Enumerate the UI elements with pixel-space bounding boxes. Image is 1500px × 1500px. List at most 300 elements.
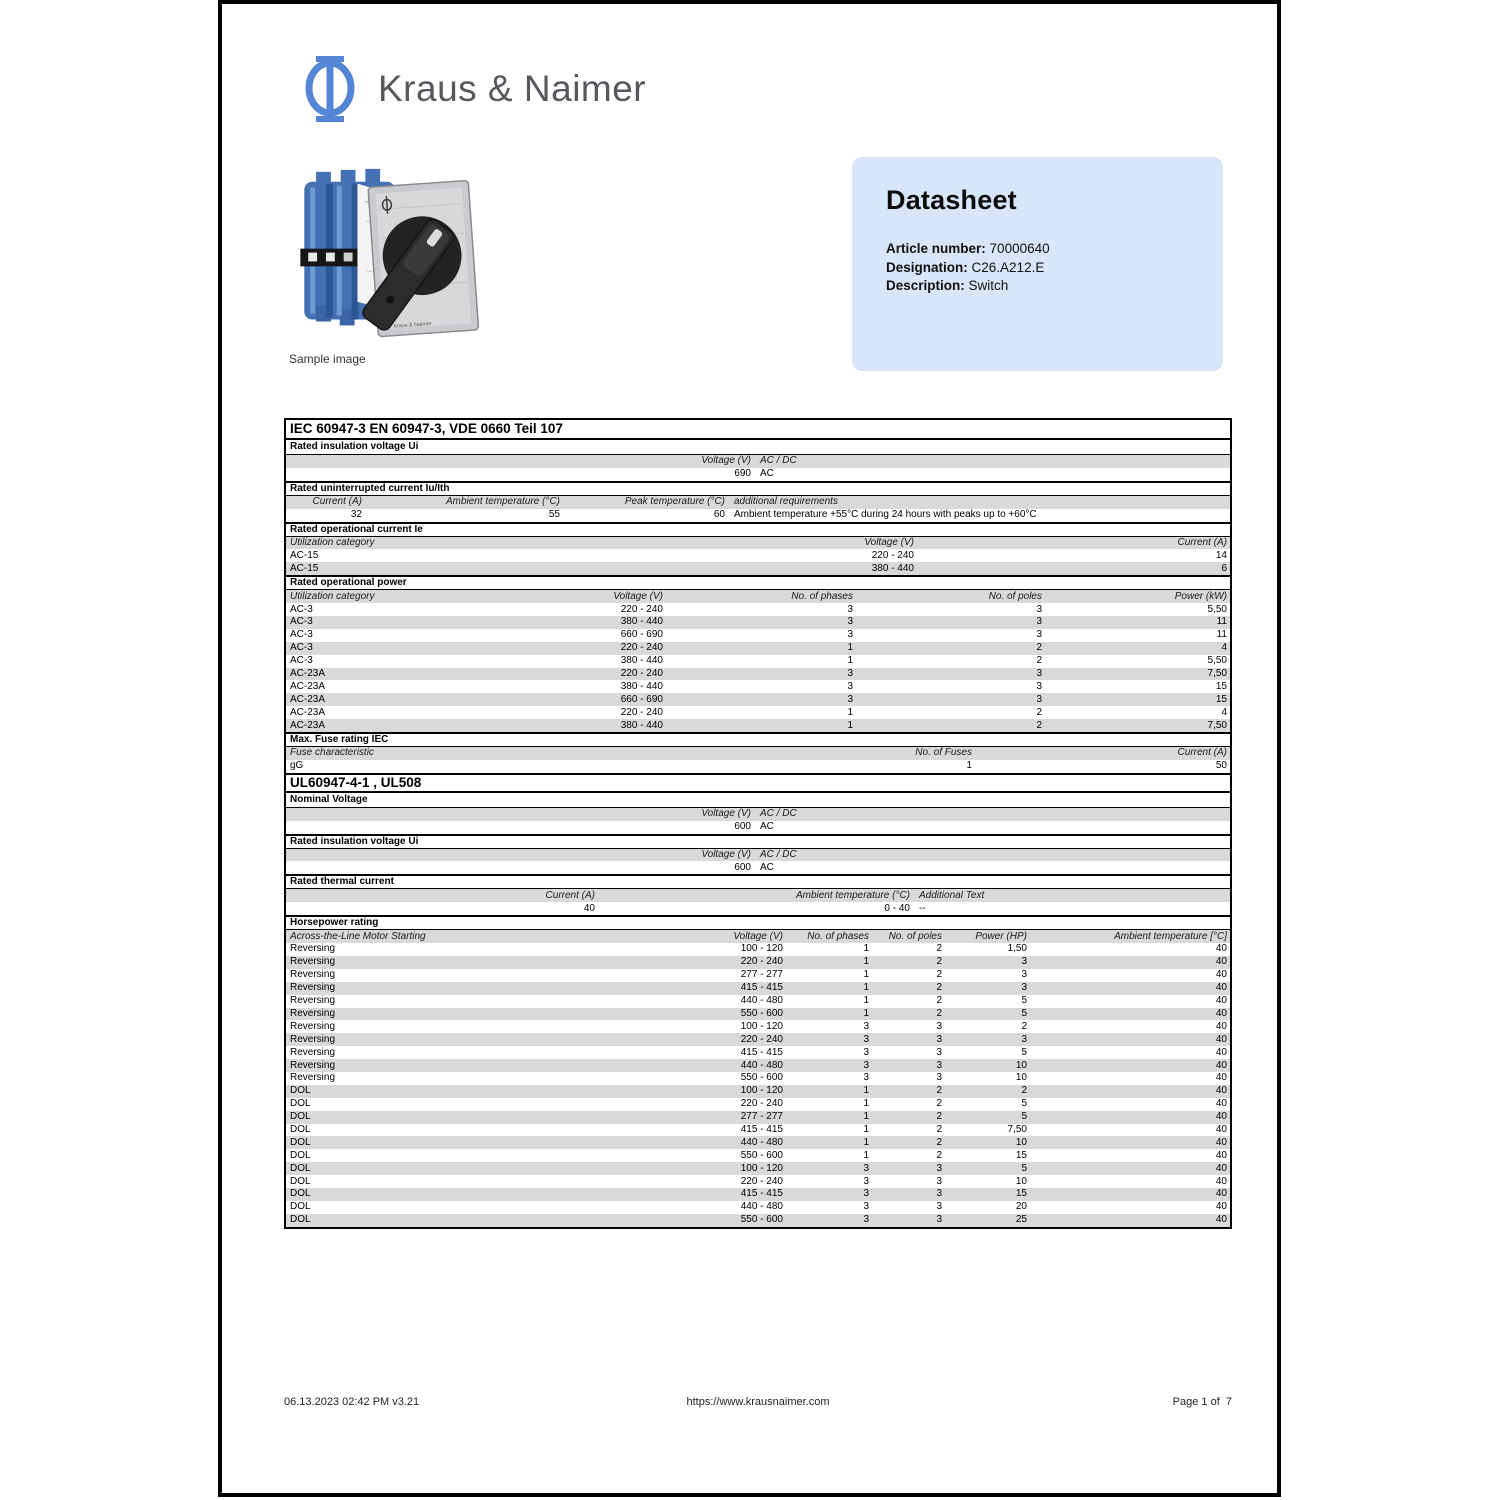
footer-page-number: Page 1 of 7	[1172, 1396, 1232, 1408]
table-data-row	[286, 509, 1230, 522]
cell: 3	[863, 1214, 869, 1226]
cell: 3	[847, 668, 853, 680]
cell: 1	[966, 760, 972, 772]
cell: 10	[1015, 1136, 1027, 1148]
cell: 415 - 415	[740, 1123, 783, 1135]
cell: DOL	[290, 1136, 311, 1148]
cell: 3	[1036, 629, 1042, 641]
table-subsection-title: Rated operational current Ie	[286, 522, 1230, 537]
cell: 5	[1021, 1046, 1027, 1058]
table-data-row	[286, 861, 1230, 874]
cell: 550 - 600	[740, 1007, 783, 1019]
cell: DOL	[290, 1085, 311, 1097]
cell: 3	[1021, 969, 1027, 981]
table-data-row	[286, 603, 1230, 616]
cell: 50	[1215, 760, 1227, 772]
cell: 3	[863, 1033, 869, 1045]
phi-icon	[302, 54, 358, 124]
table-data-row	[286, 982, 1230, 995]
cell: 380 - 440	[620, 680, 663, 692]
cell: 600	[734, 861, 751, 873]
cell: Ambient temperature (°C)	[795, 889, 910, 901]
footer-timestamp: 06.13.2023 02:42 PM v3.21	[284, 1396, 420, 1408]
cell: 10	[1015, 1175, 1027, 1187]
cell: 1	[863, 943, 869, 955]
cell: 40	[1215, 1033, 1227, 1045]
cell: 100 - 120	[740, 1085, 783, 1097]
cell: 40	[1215, 982, 1227, 994]
cell: 2	[1036, 655, 1042, 667]
cell: 2	[1036, 706, 1042, 718]
cell: 3	[863, 1059, 869, 1071]
cell: 3	[936, 1033, 942, 1045]
cell: 1	[863, 995, 869, 1007]
cell: No. of phases	[807, 930, 869, 942]
datasheet-fields	[886, 240, 1189, 296]
cell: 380 - 440	[871, 562, 914, 574]
cell: Power (kW)	[1174, 590, 1227, 602]
cell: AC / DC	[760, 849, 797, 861]
cell: 5,50	[1207, 655, 1227, 667]
cell: 15	[1015, 1149, 1027, 1161]
cell: Reversing	[290, 943, 336, 955]
cell: 220 - 240	[620, 642, 663, 654]
table-column-header-row	[286, 930, 1230, 943]
table-data-row	[286, 562, 1230, 575]
datasheet-card	[852, 157, 1223, 371]
cell: AC-3	[290, 629, 313, 641]
table-subsection-title: Rated uninterrupted current Iu/Ith	[286, 481, 1230, 496]
cell: 100 - 120	[740, 1162, 783, 1174]
cell: Reversing	[290, 982, 336, 994]
cell: 5	[1021, 1007, 1027, 1019]
cell: Reversing	[290, 1033, 336, 1045]
sample-image-label: Sample image	[289, 352, 366, 366]
cell: 220 - 240	[620, 706, 663, 718]
cell: Current (A)	[1177, 537, 1227, 548]
cell: Across-the-Line Motor Starting	[290, 930, 426, 942]
cell: 4	[1221, 642, 1227, 654]
table-data-row	[286, 1188, 1230, 1201]
table-column-header-row	[286, 849, 1230, 862]
cell: 3	[863, 1072, 869, 1084]
cell: 3	[863, 1162, 869, 1174]
cell: 1	[847, 706, 853, 718]
cell: Voltage (V)	[701, 808, 751, 820]
cell: 2	[936, 995, 942, 1007]
cell: 40	[1215, 1085, 1227, 1097]
cell: Reversing	[290, 969, 336, 981]
cell: 1	[863, 1085, 869, 1097]
spec-table	[284, 418, 1232, 1229]
table-subsection-title: Max. Fuse rating IEC	[286, 732, 1230, 747]
cell: Voltage (V)	[864, 537, 914, 548]
cell: 1	[863, 1149, 869, 1161]
table-data-row	[286, 1175, 1230, 1188]
cell: AC-23A	[290, 719, 326, 731]
table-data-row	[286, 1124, 1230, 1137]
cell: AC-3	[290, 655, 313, 667]
cell: 10	[1015, 1059, 1027, 1071]
table-data-row	[286, 1149, 1230, 1162]
cell: 3	[847, 629, 853, 641]
cell: Reversing	[290, 956, 336, 968]
cell: 40	[1215, 1188, 1227, 1200]
table-data-row	[286, 902, 1230, 915]
cell: 3	[936, 1059, 942, 1071]
table-data-row	[286, 1033, 1230, 1046]
cell: 220 - 240	[871, 549, 914, 561]
cell: 0 - 40	[884, 902, 910, 914]
cell: 220 - 240	[740, 1175, 783, 1187]
cell: 550 - 600	[740, 1072, 783, 1084]
table-subsection-title: Rated thermal current	[286, 874, 1230, 889]
cell: 2	[936, 982, 942, 994]
cell: AC-23A	[290, 680, 326, 692]
cell: Reversing	[290, 995, 336, 1007]
cell: 55	[548, 509, 560, 521]
cell: Power (HP)	[975, 930, 1027, 942]
cell: Fuse characteristic	[290, 747, 374, 759]
cell: No. of poles	[988, 590, 1042, 602]
cell: AC	[760, 821, 774, 833]
cell: 10	[1015, 1072, 1027, 1084]
cell: 40	[1215, 1123, 1227, 1135]
cell: 14	[1215, 549, 1227, 561]
cell: DOL	[290, 1098, 311, 1110]
cell: 7,50	[1207, 719, 1227, 731]
table-data-row	[286, 1020, 1230, 1033]
cell: DOL	[290, 1188, 311, 1200]
cell: 11	[1216, 616, 1227, 628]
cell: 5	[1021, 1162, 1027, 1174]
cell: 3	[847, 680, 853, 692]
cell: Voltage (V)	[701, 849, 751, 861]
cell: Additional Text	[919, 889, 985, 901]
cell: 660 - 690	[620, 629, 663, 641]
cell: 5	[1021, 1111, 1027, 1123]
table-subsection-title: Rated operational power	[286, 575, 1230, 590]
cell: 660 - 690	[620, 693, 663, 705]
cell: 277 - 277	[740, 1111, 783, 1123]
cell: 40	[1215, 1162, 1227, 1174]
field-designation: Designation: C26.A212.E	[886, 259, 1045, 275]
cell: 3	[936, 1214, 942, 1226]
cell: 3	[1036, 693, 1042, 705]
table-data-row	[286, 1111, 1230, 1124]
cell: 3	[936, 1020, 942, 1032]
cell: 5	[1021, 1098, 1027, 1110]
cell: DOL	[290, 1214, 311, 1226]
table-column-header-row	[286, 747, 1230, 760]
cell: 3	[936, 1046, 942, 1058]
cell: 2	[1036, 642, 1042, 654]
cell: 440 - 480	[740, 1136, 783, 1148]
cell: 440 - 480	[740, 1059, 783, 1071]
table-data-row	[286, 943, 1230, 956]
cell: AC-23A	[290, 668, 326, 680]
cell: AC	[760, 861, 774, 873]
cell: 3	[936, 1162, 942, 1174]
table-data-row	[286, 1201, 1230, 1214]
table-column-header-row	[286, 537, 1230, 550]
table-data-row	[286, 1162, 1230, 1175]
cell: AC-3	[290, 642, 313, 654]
cell: 40	[1215, 969, 1227, 981]
table-data-row	[286, 668, 1230, 681]
cell: Ambient temperature [°C]	[1114, 930, 1227, 942]
table-data-row	[286, 680, 1230, 693]
cell: 3	[1036, 603, 1042, 615]
cell: AC-23A	[290, 706, 326, 718]
table-data-row	[286, 1046, 1230, 1059]
table-data-row	[286, 760, 1230, 773]
cell: --	[919, 902, 926, 914]
page-footer	[284, 1396, 1232, 1408]
cell: Reversing	[290, 1059, 336, 1071]
cell: AC-15	[290, 549, 319, 561]
cell: Reversing	[290, 1046, 336, 1058]
field-article-number: Article number: 70000640	[886, 241, 1050, 256]
cell: 4	[1221, 706, 1227, 718]
table-data-row	[286, 1085, 1230, 1098]
cell: Reversing	[290, 1007, 336, 1019]
table-data-row	[286, 956, 1230, 969]
cell: 220 - 240	[740, 956, 783, 968]
cell: 40	[1215, 1149, 1227, 1161]
cell: 15	[1015, 1188, 1027, 1200]
table-column-header-row	[286, 455, 1230, 468]
table-data-row	[286, 549, 1230, 562]
table-column-header-row	[286, 889, 1230, 902]
cell: 550 - 600	[740, 1214, 783, 1226]
cell: 40	[1215, 1175, 1227, 1187]
cell: 1	[863, 1123, 869, 1135]
table-data-row	[286, 1214, 1230, 1227]
cell: No. of phases	[791, 590, 853, 602]
cell: 380 - 440	[620, 616, 663, 628]
cell: DOL	[290, 1123, 311, 1135]
cell: 380 - 440	[620, 719, 663, 731]
table-data-row	[286, 995, 1230, 1008]
brand-logo	[302, 54, 646, 124]
cell: 1	[863, 982, 869, 994]
cell: 2	[1021, 1085, 1027, 1097]
cell: 415 - 415	[740, 1046, 783, 1058]
cell: 3	[1021, 1033, 1027, 1045]
table-data-row	[286, 468, 1230, 481]
cell: 3	[936, 1072, 942, 1084]
cell: 220 - 240	[620, 603, 663, 615]
cell: 2	[936, 943, 942, 955]
cell: 3	[863, 1188, 869, 1200]
cell: 2	[936, 1136, 942, 1148]
product-image	[295, 162, 480, 354]
cell: 100 - 120	[740, 943, 783, 955]
cell: 40	[1215, 1046, 1227, 1058]
cell: AC-23A	[290, 693, 326, 705]
cell: 7,50	[1007, 1123, 1027, 1135]
cell: 3	[1036, 616, 1042, 628]
cell: 2	[936, 1111, 942, 1123]
table-data-row	[286, 1136, 1230, 1149]
cell: 550 - 600	[740, 1149, 783, 1161]
cell: 40	[1215, 1111, 1227, 1123]
cell: 220 - 240	[740, 1033, 783, 1045]
cell: 1	[863, 1111, 869, 1123]
cell: No. of Fuses	[915, 747, 972, 759]
cell: 2	[936, 1149, 942, 1161]
table-data-row	[286, 655, 1230, 668]
cell: AC	[760, 468, 774, 480]
cell: 40	[1215, 1072, 1227, 1084]
cell: 40	[1215, 1059, 1227, 1071]
cell: 1	[863, 1007, 869, 1019]
cell: 3	[1036, 668, 1042, 680]
cell: 15	[1215, 680, 1227, 692]
cell: 40	[1215, 956, 1227, 968]
cell: DOL	[290, 1149, 311, 1161]
cell: 1	[847, 719, 853, 731]
table-data-row	[286, 1008, 1230, 1021]
cell: DOL	[290, 1175, 311, 1187]
cell: DOL	[290, 1111, 311, 1123]
table-column-header-row	[286, 496, 1230, 509]
cell: 2	[936, 1007, 942, 1019]
table-data-row	[286, 1098, 1230, 1111]
cell: 5	[1021, 995, 1027, 1007]
cell: 32	[350, 509, 362, 521]
cell: 40	[583, 902, 595, 914]
cell: 2	[936, 1085, 942, 1097]
cell: DOL	[290, 1201, 311, 1213]
table-data-row	[286, 821, 1230, 834]
cell: 3	[863, 1020, 869, 1032]
cell: 1	[863, 956, 869, 968]
cell: Current (A)	[545, 889, 595, 901]
table-column-header-row	[286, 808, 1230, 821]
cell: gG	[290, 760, 304, 772]
table-section-header: IEC 60947-3 EN 60947-3, VDE 0660 Teil 107	[286, 420, 1230, 440]
cell: additional requirements	[734, 496, 838, 508]
cell: Ambient temperature +55°C during 24 hours with peaks up to +60°C	[734, 509, 1037, 521]
table-subsection-title: Rated insulation voltage Ui	[286, 440, 1230, 455]
cell: 20	[1015, 1201, 1027, 1213]
cell: Utilization category	[290, 537, 375, 548]
table-section-header: UL60947-4-1 , UL508	[286, 773, 1230, 793]
cell: 1	[847, 655, 853, 667]
cell: 220 - 240	[740, 1098, 783, 1110]
table-subsection-title: Rated insulation voltage Ui	[286, 834, 1230, 849]
cell: 15	[1215, 693, 1227, 705]
cell: 220 - 240	[620, 668, 663, 680]
cell: Ambient temperature (°C)	[445, 496, 560, 508]
footer-url[interactable]: https://www.krausnaimer.com	[686, 1396, 830, 1408]
cell: 100 - 120	[740, 1020, 783, 1032]
cell: Reversing	[290, 1020, 336, 1032]
cell: DOL	[290, 1162, 311, 1174]
cell: 3	[936, 1201, 942, 1213]
cell: 60	[713, 509, 725, 521]
cell: 3	[1036, 680, 1042, 692]
cell: 1	[847, 642, 853, 654]
cell: 40	[1215, 1098, 1227, 1110]
datasheet-page	[218, 0, 1281, 1497]
cell: 5,50	[1207, 603, 1227, 615]
cell: 3	[863, 1046, 869, 1058]
cell: 2	[936, 956, 942, 968]
table-data-row	[286, 616, 1230, 629]
table-column-header-row	[286, 590, 1230, 603]
cell: 3	[863, 1201, 869, 1213]
table-data-row	[286, 629, 1230, 642]
cell: AC-3	[290, 603, 313, 615]
datasheet-title: Datasheet	[886, 185, 1017, 215]
table-data-row	[286, 969, 1230, 982]
brand-name: Kraus & Naimer	[378, 68, 647, 109]
table-subsection-title: Nominal Voltage	[286, 793, 1230, 808]
cell: 3	[1021, 956, 1027, 968]
table-data-row	[286, 706, 1230, 719]
cell: 40	[1215, 1214, 1227, 1226]
cell: 3	[847, 693, 853, 705]
cell: AC-3	[290, 616, 313, 628]
cell: 2	[936, 1123, 942, 1135]
cell: 2	[936, 1098, 942, 1110]
cell: AC / DC	[760, 455, 797, 467]
cell: Voltage (V)	[613, 590, 663, 602]
cell: 3	[863, 1175, 869, 1187]
cell: Current (A)	[312, 496, 362, 508]
cell: 25	[1015, 1214, 1027, 1226]
table-data-row	[286, 1059, 1230, 1072]
cell: 3	[847, 616, 853, 628]
cell: 1	[863, 969, 869, 981]
cell: 11	[1216, 629, 1227, 641]
cell: 3	[936, 1175, 942, 1187]
cell: 40	[1215, 995, 1227, 1007]
cell: 380 - 440	[620, 655, 663, 667]
table-data-row	[286, 693, 1230, 706]
cell: 3	[936, 1188, 942, 1200]
cell: 40	[1215, 1136, 1227, 1148]
table-data-row	[286, 719, 1230, 732]
table-data-row	[286, 1072, 1230, 1085]
cell: Voltage (V)	[733, 930, 783, 942]
cell: 40	[1215, 1007, 1227, 1019]
cell: 6	[1221, 562, 1227, 574]
cell: 2	[1021, 1020, 1027, 1032]
cell: 440 - 480	[740, 1201, 783, 1213]
svg-text:Kraus & Naimer: Kraus & Naimer	[393, 321, 432, 330]
cell: Peak temperature (°C)	[624, 496, 725, 508]
field-description: Description: Switch	[886, 278, 1009, 293]
cell: 600	[734, 821, 751, 833]
cell: Voltage (V)	[701, 455, 751, 467]
cell: 1	[863, 1098, 869, 1110]
cell: 3	[1021, 982, 1027, 994]
cell: AC / DC	[760, 808, 797, 820]
table-subsection-title: Horsepower rating	[286, 915, 1230, 930]
cell: 415 - 415	[740, 1188, 783, 1200]
cell: 7,50	[1207, 668, 1227, 680]
cell: 1,50	[1007, 943, 1027, 955]
cell: No. of poles	[888, 930, 942, 942]
cell: Utilization category	[290, 590, 375, 602]
cell: 2	[1036, 719, 1042, 731]
cell: 40	[1215, 1201, 1227, 1213]
cell: Reversing	[290, 1072, 336, 1084]
